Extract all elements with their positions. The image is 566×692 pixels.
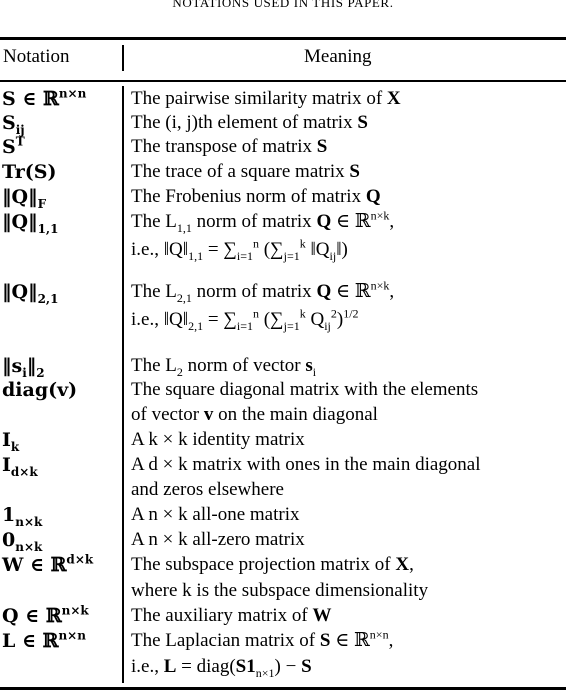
table-row bbox=[0, 308, 566, 332]
meaning-cell: of vector v on the main diagonal bbox=[131, 404, 378, 425]
notation-cell: $0_{n\times k}$ bbox=[2, 529, 43, 554]
table-caption: NOTATIONS USED IN THIS PAPER. bbox=[172, 0, 394, 10]
table-row bbox=[0, 655, 566, 679]
meaning-cell: The pairwise similarity matrix of X bbox=[131, 88, 401, 109]
notation-cell: L ∈ ℝ$^{n\times n}$ bbox=[2, 628, 86, 652]
table-row bbox=[0, 579, 566, 603]
table-row bbox=[0, 428, 566, 452]
meaning-cell: The square diagonal matrix with the elements bbox=[131, 379, 479, 400]
notation-cell: diag(v) bbox=[2, 379, 78, 401]
table-row bbox=[0, 629, 566, 653]
table-row bbox=[0, 403, 566, 427]
table-row bbox=[0, 238, 566, 262]
notation-cell: Tr(S) bbox=[2, 161, 57, 183]
meaning-cell: The transpose of matrix S bbox=[131, 136, 328, 157]
meaning-cell: where k is the subspace dimensionality bbox=[131, 580, 429, 601]
table-row bbox=[0, 111, 566, 135]
meaning-cell: A n × k all-zero matrix bbox=[131, 529, 305, 550]
table-row bbox=[0, 478, 566, 502]
notation-cell: $S_{ij}$ bbox=[2, 112, 25, 137]
notation-cell: $I_k$ bbox=[2, 429, 20, 454]
notation-cell: $‖Q‖_F$ bbox=[2, 186, 47, 211]
meaning-cell: The $L_{1,1}$ norm of matrix Q ∈ ℝ$^{n\times k}$, bbox=[131, 208, 395, 235]
table-row bbox=[0, 185, 566, 209]
meaning-cell: A k × k identity matrix bbox=[131, 429, 305, 450]
meaning-cell: The (i, j)th element of matrix S bbox=[131, 112, 368, 133]
meaning-cell: i.e., $L = diag(S1_{n\times 1}) - S$ bbox=[131, 656, 312, 680]
notation-cell: $I_{d\times k}$ bbox=[2, 454, 38, 479]
table-row bbox=[0, 87, 566, 111]
notation-cell: Q ∈ ℝ$^{n\times k}$ bbox=[2, 603, 89, 627]
notation-cell: S ∈ ℝ$^{n\times n}$ bbox=[2, 86, 87, 110]
table-row bbox=[0, 378, 566, 402]
table-row bbox=[0, 354, 566, 378]
table-row bbox=[0, 160, 566, 184]
meaning-header: Meaning bbox=[304, 46, 372, 67]
table-row bbox=[0, 280, 566, 304]
notation-cell: $‖s_i‖_2$ bbox=[2, 355, 45, 380]
meaning-cell: The Laplacian matrix of S ∈ ℝ$^{n\times n}$, bbox=[131, 627, 394, 651]
notation-cell: $S^T$ bbox=[2, 134, 25, 158]
table-row bbox=[0, 553, 566, 577]
meaning-cell: The $L_{2,1}$ norm of matrix Q ∈ ℝ$^{n\times k}$, bbox=[131, 278, 395, 305]
meaning-cell: A n × k all-one matrix bbox=[131, 504, 300, 525]
notation-header: Notation bbox=[3, 46, 70, 67]
header-column-divider bbox=[122, 45, 124, 71]
notation-cell: $1_{n\times k}$ bbox=[2, 504, 43, 529]
table-row bbox=[0, 453, 566, 477]
notation-cell: $‖Q‖_{2,1}$ bbox=[2, 281, 59, 306]
meaning-cell: The subspace projection matrix of X, bbox=[131, 554, 414, 575]
meaning-cell: i.e., $‖Q‖_{1,1} = \sum_{i=1}^n$ ($\sum_{j=1}^k$ $‖Q_{ij}‖$) bbox=[131, 236, 348, 263]
table-row bbox=[0, 503, 566, 527]
notation-cell: W ∈ ℝ$^{d\times k}$ bbox=[2, 552, 94, 576]
bottom-rule bbox=[0, 687, 566, 690]
top-rule bbox=[0, 37, 566, 40]
meaning-cell: The trace of a square matrix S bbox=[131, 161, 360, 182]
meaning-cell: The auxiliary matrix of W bbox=[131, 605, 332, 626]
table-row bbox=[0, 528, 566, 552]
table-row bbox=[0, 604, 566, 628]
header-rule bbox=[0, 80, 566, 82]
notation-cell: $‖Q‖_{1,1}$ bbox=[2, 211, 59, 236]
meaning-cell: i.e., $‖Q‖_{2,1} = \sum_{i=1}^n$ ($\sum_{j=1}^k$ $Q_{ij}^2)^{1/2}$ bbox=[131, 306, 359, 333]
table-row bbox=[0, 210, 566, 234]
table-row bbox=[0, 135, 566, 159]
meaning-cell: The Frobenius norm of matrix Q bbox=[131, 186, 381, 207]
meaning-cell: The $L_2$ norm of vector $s_i$ bbox=[131, 355, 317, 379]
meaning-cell: and zeros elsewhere bbox=[131, 479, 284, 500]
meaning-cell: A d × k matrix with ones in the main diagonal bbox=[131, 454, 481, 475]
